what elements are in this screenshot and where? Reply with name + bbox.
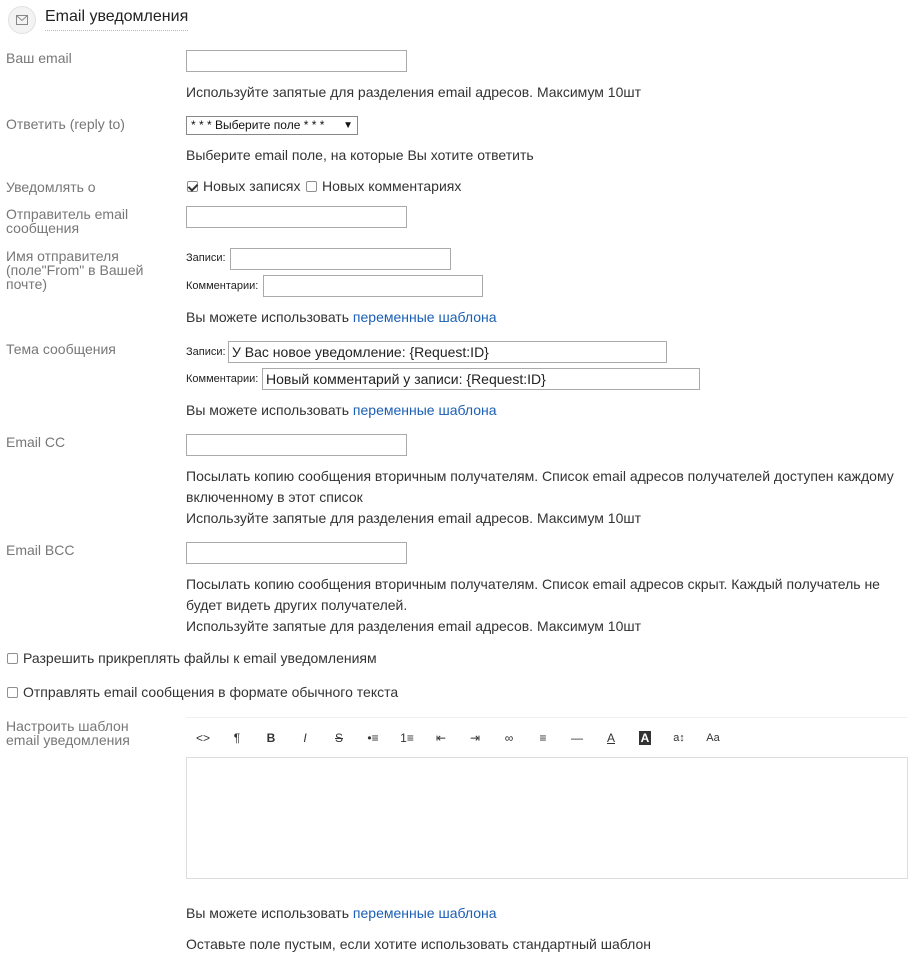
dropdown-arrow-icon: ▼ <box>343 120 353 131</box>
new-comments-checkbox[interactable] <box>306 181 317 192</box>
template-note: Оставьте поле пустым, если хотите использовать стандартный шаблон <box>186 936 651 952</box>
link-icon[interactable]: ∞ <box>504 731 514 745</box>
strikethrough-icon[interactable]: S <box>334 731 343 745</box>
sender-name-label: Имя отправителя (поле"From" в Вашей почте) <box>6 248 144 292</box>
reply-to-help: Выберите email поле, на которые Вы хотите ответить <box>186 147 534 163</box>
italic-icon[interactable]: I <box>303 731 307 745</box>
template-help <box>186 903 497 923</box>
allow-attachments-checkbox[interactable] <box>7 653 18 664</box>
template-label: Настроить шаблон email уведомления <box>6 718 130 748</box>
subject-comments-label: Комментарии: <box>186 373 259 385</box>
sender-email-input[interactable] <box>186 206 407 228</box>
subject-records-input[interactable]: У Вас новое уведомление: {Request:ID} <box>228 341 667 363</box>
editor-toolbar <box>186 717 908 758</box>
sender-name-template-vars-link[interactable]: переменные шаблона <box>352 309 497 325</box>
email-cc-help-3: Используйте запятые для разделения email адресов. Максимум 10шт <box>186 510 642 526</box>
horizontal-rule-icon[interactable]: — <box>571 731 583 745</box>
template-help-text: Вы можете использовать <box>186 905 350 921</box>
align-icon[interactable]: ≡ <box>539 731 547 745</box>
sender-name-records-label: Записи: <box>186 252 226 264</box>
sender-name-comments-input[interactable] <box>263 275 483 297</box>
reply-to-label: Ответить (reply to) <box>6 116 125 132</box>
font-color-icon[interactable]: A <box>606 731 615 745</box>
background-color-icon[interactable]: A <box>640 731 650 745</box>
email-cc-label: Email CC <box>6 434 66 450</box>
your-email-label: Ваш email <box>6 50 72 66</box>
allow-attachments-label: Разрешить прикреплять файлы к email уведомлениям <box>23 650 377 666</box>
ordered-list-icon[interactable]: 1≡ <box>400 731 414 745</box>
sender-email-label: Отправитель email сообщения <box>6 206 129 236</box>
email-cc-input[interactable] <box>186 434 407 456</box>
envelope-icon <box>8 6 36 34</box>
bold-icon[interactable]: B <box>266 731 276 745</box>
your-email-input[interactable] <box>186 50 407 72</box>
email-cc-help-1: Посылать копию сообщения вторичным получателям. Список email адресов получателей доступен каждому <box>186 468 894 484</box>
notify-label: Уведомлять о <box>6 179 96 195</box>
reply-to-selected-value: * * * Выберите поле * * * <box>191 118 325 132</box>
subject-help-text: Вы можете использовать <box>186 402 350 418</box>
email-bcc-help-1: Посылать копию сообщения вторичным получателям. Список email адресов скрыт. Каждый получатель не <box>186 576 880 592</box>
sender-name-comments-label: Комментарии: <box>186 280 259 292</box>
template-vars-link[interactable]: переменные шаблона <box>352 905 497 921</box>
outdent-icon[interactable]: ⇤ <box>435 731 447 745</box>
plain-text-label: Отправлять email сообщения в формате обычного текста <box>23 684 399 700</box>
new-records-label: Новых записях <box>203 178 301 194</box>
sender-name-help-text: Вы можете использовать <box>186 309 350 325</box>
plain-text-checkbox[interactable] <box>7 687 18 698</box>
sender-name-help <box>186 307 497 327</box>
subject-template-vars-link[interactable]: переменные шаблона <box>352 402 497 418</box>
subject-help <box>186 400 497 420</box>
font-size-icon[interactable]: a↕ <box>673 732 685 744</box>
sender-name-records-input[interactable] <box>230 248 451 270</box>
font-family-icon[interactable]: Aa <box>706 732 720 744</box>
code-view-icon[interactable]: <> <box>195 731 210 745</box>
subject-records-label: Записи: <box>186 346 226 358</box>
section-title: Email уведомления <box>45 8 188 31</box>
new-comments-label: Новых комментариях <box>322 178 462 194</box>
email-bcc-input[interactable] <box>186 542 407 564</box>
new-records-checkbox[interactable] <box>187 181 198 192</box>
your-email-help: Используйте запятые для разделения email адресов. Максимум 10шт <box>186 84 642 100</box>
subject-label: Тема сообщения <box>6 341 116 357</box>
subject-comments-input[interactable]: Новый комментарий у записи: {Request:ID} <box>262 368 700 390</box>
email-bcc-help-3: Используйте запятые для разделения email адресов. Максимум 10шт <box>186 618 642 634</box>
email-cc-help-2: включенному в этот список <box>186 489 363 505</box>
indent-icon[interactable]: ⇥ <box>469 731 481 745</box>
email-bcc-help-2: будет видеть других получателей. <box>186 597 408 613</box>
reply-to-select[interactable] <box>186 116 358 135</box>
email-bcc-label: Email BCC <box>6 542 75 558</box>
paragraph-icon[interactable]: ¶ <box>233 731 241 745</box>
template-editor[interactable] <box>186 757 908 879</box>
unordered-list-icon[interactable]: •≡ <box>367 731 379 745</box>
